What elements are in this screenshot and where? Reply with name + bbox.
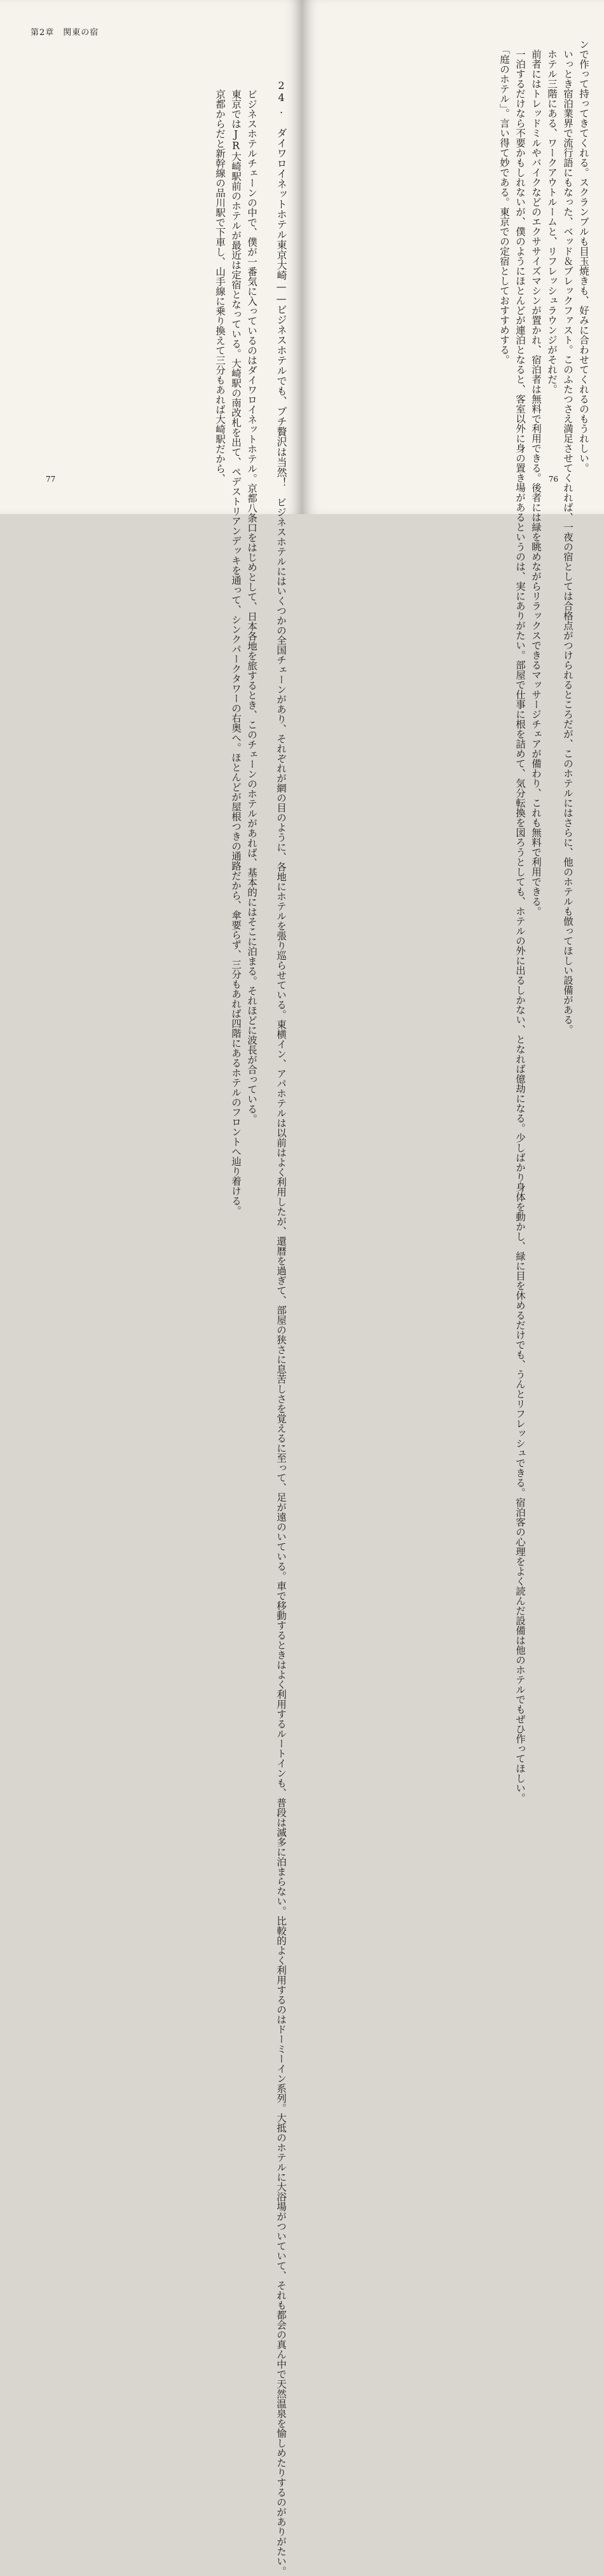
paragraph: ビジネスホテルチェーンの中で、僕が一番気に入っているのはダイワロイネットホテル。京都八条口をはじめとして、日本各地を旅するとき、このチェーンのホテルがあれば、基本的にはそこに泊まる。それほどに波長が合っている。: [246, 89, 257, 1124]
page-number: 76: [548, 475, 558, 484]
paragraph: 一泊するだけなら不要かもしれないが、僕のようにほとんどが連泊となると、客室以外に身の置き場があるというのは、実にありがたい。部屋で仕事に根を詰めて、気分転換を図ろうとしても、ホテルの外に出るしかない、となれば億劫になる。少しばかり身体を動かし、緑に目を休めるだけでも、うんとリフレッシュできる。宿泊客の心理をよく読んだ設備は他のホテルでもぜひ作ってほしい。: [514, 49, 526, 1803]
section-title: 24. ダイワロイネットホテル東京大崎——ビジネスホテルでも、プチ贅沢は当然！: [275, 79, 287, 487]
paragraph: ビジネスホテルにはいくつかの全国チェーンがあり、それぞれが網の目のように、各地にホテルを張り巡らせている。東横イン、アパホテルは以前はよく利用したが、還暦を過ぎて、部屋の狭さに息苦しさを覚えるに至って、足が遠のいている。車で移動するときはよく利用するルートインも、普段は滅多に泊まらない。比較的よく利用するのはドーミーイン系列。大抵のホテルに大浴場がついていて、それも都会の真ん中で天然温泉を愉しめたりするのがありがたい。: [275, 497, 287, 2576]
paragraph: ホテル三階にある、ワークアウトルームと、リフレッシュラウンジがそれだ。: [546, 49, 558, 394]
right-page: [302, 0, 604, 1803]
paragraph: 東京ではJR大崎駅前のホテルが最近は定宿となっている。大崎駅の南改札を出て、ペデストリアンデッキを通って、シンクパークタワーの右奥へ。ほとんどが屋根つきの通路だから、傘要らず、三分もあれば四階にあるホテルのフロントへ辿り着ける。: [230, 89, 242, 1216]
page-number: 77: [46, 475, 56, 484]
paragraph: ンで作って持ってきてくれる。スクランブルも目玉焼きも、好みに合わせてくれるのもうれしい。: [578, 39, 589, 473]
paragraph: 「庭のホテル」。言い得て妙である。東京での定宿としておすすめする。: [498, 49, 510, 365]
chapter-header: 第2章 関東の宿: [31, 28, 99, 37]
paragraph: 京都からだと新幹線の品川駅で下車し、山手線に乗り換えて三分もあれば大崎駅だから、: [214, 89, 226, 484]
paragraph: いっとき宿泊業界で流行語にもなった、ベッド＆ブレックファスト。このふたつさえ満足させてくれれば、一夜の宿としては合格点がつけられるところだが、このホテルにはさらに、他のホテルも倣ってほしい設備がある。: [562, 49, 573, 1035]
paragraph: 前者にはトレッドミルやバイクなどのエクササイズマシンが置かれ、宿泊者は無料で利用できる。後者には緑を眺めながらリラックスできるマッサージチェアが備わり、これも無料で利用できる。: [530, 49, 542, 917]
